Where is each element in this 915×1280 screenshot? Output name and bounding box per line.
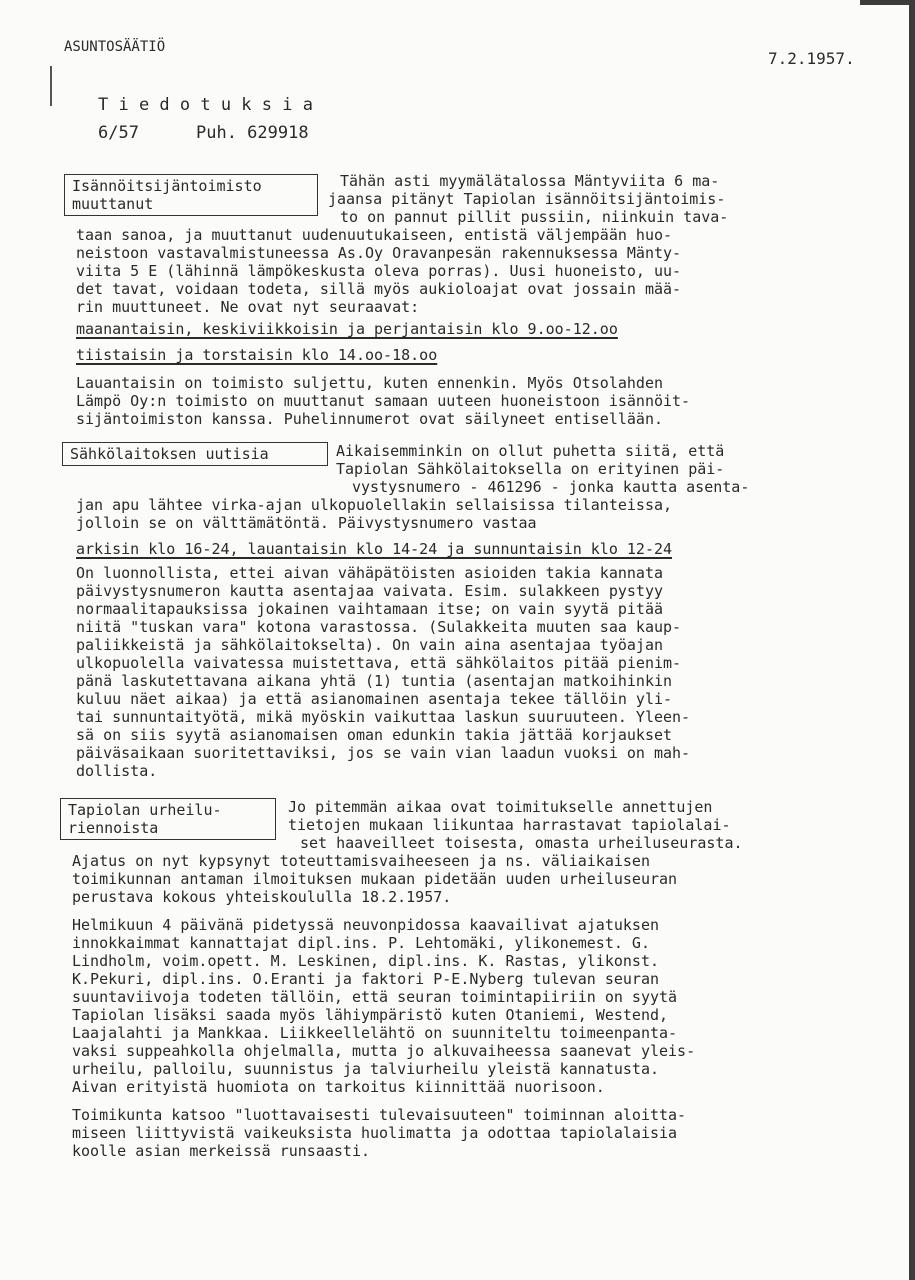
text-line: kuluu näet aikaa) ja että asianomainen asentaja tekee tällöin yli- xyxy=(76,690,673,708)
scan-edge-top xyxy=(860,0,915,5)
section-heading: Tapiolan urheilu- xyxy=(68,801,222,819)
text-line: dollista. xyxy=(76,762,158,780)
margin-mark xyxy=(50,66,52,106)
office-hours: tiistaisin ja torstaisin klo 14.oo-18.oo xyxy=(76,346,438,364)
text-line: Lämpö Oy:n toimisto on muuttanut samaan uuteen huoneistoon isännöit- xyxy=(76,392,691,410)
text-line: paliikkeistä ja sähkölaitokselta). On vain aina asentajaa työajan xyxy=(76,636,663,654)
text-line: det tavat, voidaan todeta, sillä myös aukioloajat ovat jossain mää- xyxy=(76,280,682,298)
scan-edge xyxy=(909,0,915,1280)
text-line: suuntaviivoja todeten tällöin, että seuran toimintapiiriin on syytä xyxy=(72,988,678,1006)
text-line: On luonnollista, ettei aivan vähäpätöisten asioiden takia kannata xyxy=(76,564,663,582)
text-line: urheilu, palloilu, suunnistus ja talviurheilu yleistä kannatusta. xyxy=(72,1060,659,1078)
text-line: Lindholm, voim.opett. M. Leskinen, dipl.ins. K. Rastas, ylikonst. xyxy=(72,952,659,970)
text-line: viita 5 E (lähinnä lämpökeskusta oleva porras). Uusi huoneisto, uu- xyxy=(76,262,682,280)
office-hours: maanantaisin, keskiviikkoisin ja perjantaisin klo 9.oo-12.oo xyxy=(76,320,618,338)
text-line: to on pannut pillit pussiin, niinkuin tava- xyxy=(340,208,729,226)
section-heading: Isännöitsijäntoimisto xyxy=(72,177,262,195)
section-heading: muuttanut xyxy=(72,195,154,213)
text-line: koolle asian merkeissä runsaasti. xyxy=(72,1142,371,1160)
text-line: toimikunnan antaman ilmoituksen mukaan pidetään uuden urheiluseuran xyxy=(72,870,678,888)
section-heading: Sähkölaitoksen uutisia xyxy=(70,445,269,463)
text-line: Aikaisemminkin on ollut puhetta siitä, että xyxy=(336,442,725,460)
text-line: K.Pekuri, dipl.ins. O.Eranti ja faktori P-E.Nyberg tulevan seuran xyxy=(72,970,659,988)
text-line: ulkopuolella vaivatessa muistettava, että sähkölaitos pitää pienim- xyxy=(76,654,682,672)
text-line: Tähän asti myymälätalossa Mäntyviita 6 ma- xyxy=(340,172,720,190)
text-line: Aivan erityistä huomiota on tarkoitus kiinnittää nuorisoon. xyxy=(72,1078,605,1096)
phone-number: Puh. 629918 xyxy=(196,123,309,143)
issue-number: 6/57 xyxy=(98,123,139,143)
text-line: Tapiolan lisäksi saada myös lähiympäristö kuten Otaniemi, Westend, xyxy=(72,1006,669,1024)
text-line: Toimikunta katsoo "luottavaisesti tulevaisuuteen" toiminnan aloitta- xyxy=(72,1106,687,1124)
text-line: vaksi suppeahkolla ohjelmalla, mutta jo alkuvaiheessa saanevat yleis- xyxy=(72,1042,696,1060)
text-line: jolloin se on välttämätöntä. Päivystysnumero vastaa xyxy=(76,514,537,532)
text-line: Laajalahti ja Mankkaa. Liikkeellelähtö on suunniteltu toimeenpanta- xyxy=(72,1024,678,1042)
text-line: perustava kokous yhteiskoululla 18.2.1957. xyxy=(72,888,452,906)
text-line: taan sanoa, ja muuttanut uudenuutukaiseen, entistä väljempään huo- xyxy=(76,226,673,244)
text-line: Ajatus on nyt kypsynyt toteuttamisvaiheeseen ja ns. väliaikaisen xyxy=(72,852,650,870)
text-line: niitä "tuskan vara" kotona varastossa. (Sulakkeita muuten saa kaup- xyxy=(76,618,682,636)
document-title: T i e d o t u k s i a xyxy=(98,95,313,115)
text-line: set haaveilleet toisesta, omasta urheiluseurasta. xyxy=(300,834,743,852)
text-line: Jo pitemmän aikaa ovat toimitukselle annettujen xyxy=(288,798,713,816)
text-line: päivystysnumeron kautta asentajaa vaivata. Esim. sulakkeen pystyy xyxy=(76,582,663,600)
text-line: rin muuttuneet. Ne ovat nyt seuraavat: xyxy=(76,298,420,316)
text-line: sijäntoimiston kanssa. Puhelinnumerot ovat säilyneet entisellään. xyxy=(76,410,663,428)
text-line: neistoon vastavalmistuneessa As.Oy Oravanpesän rakennuksessa Mänty- xyxy=(76,244,682,262)
text-line: tietojen mukaan liikuntaa harrastavat tapiolalai- xyxy=(288,816,731,834)
text-line: päiväsaikaan suoritettaviksi, jos se vain vian laadun vuoksi on mah- xyxy=(76,744,691,762)
text-line: pänä laskutettavana aikana yhtä (1) tuntia (asentajan matkoihinkin xyxy=(76,672,673,690)
text-line: innokkaimmat kannattajat dipl.ins. P. Lehtomäki, ylikonemest. G. xyxy=(72,934,650,952)
duty-hours: arkisin klo 16-24, lauantaisin klo 14-24 ja sunnuntaisin klo 12-24 xyxy=(76,540,673,558)
text-line: vystysnumero - 461296 - jonka kautta asenta- xyxy=(352,478,750,496)
text-line: normaalitapauksissa jokainen vaihtamaan itse; on vain syytä pitää xyxy=(76,600,663,618)
text-line: jaansa pitänyt Tapiolan isännöitsijäntoimis- xyxy=(328,190,726,208)
date: 7.2.1957. xyxy=(768,49,855,68)
text-line: Helmikuun 4 päivänä pidetyssä neuvonpidossa kaavailivat ajatuksen xyxy=(72,916,659,934)
text-line: tai sunnuntaityötä, mikä myöskin vaikuttaa laskun suuruuteen. Yleen- xyxy=(76,708,691,726)
text-line: jan apu lähtee virka-ajan ulkopuolellakin sellaisissa tilanteissa, xyxy=(76,496,673,514)
text-line: Tapiolan Sähkölaitoksella on erityinen päi- xyxy=(336,460,725,478)
section-heading: riennoista xyxy=(68,819,159,837)
text-line: sä on siis syytä asianomaisen oman edunkin takia jättää korjaukset xyxy=(76,726,673,744)
text-line: Lauantaisin on toimisto suljettu, kuten ennenkin. Myös Otsolahden xyxy=(76,374,663,392)
org-name: ASUNTOSÄÄTIÖ xyxy=(64,39,166,55)
text-line: miseen liittyvistä vaikeuksista huolimatta ja odottaa tapiolalaisia xyxy=(72,1124,678,1142)
